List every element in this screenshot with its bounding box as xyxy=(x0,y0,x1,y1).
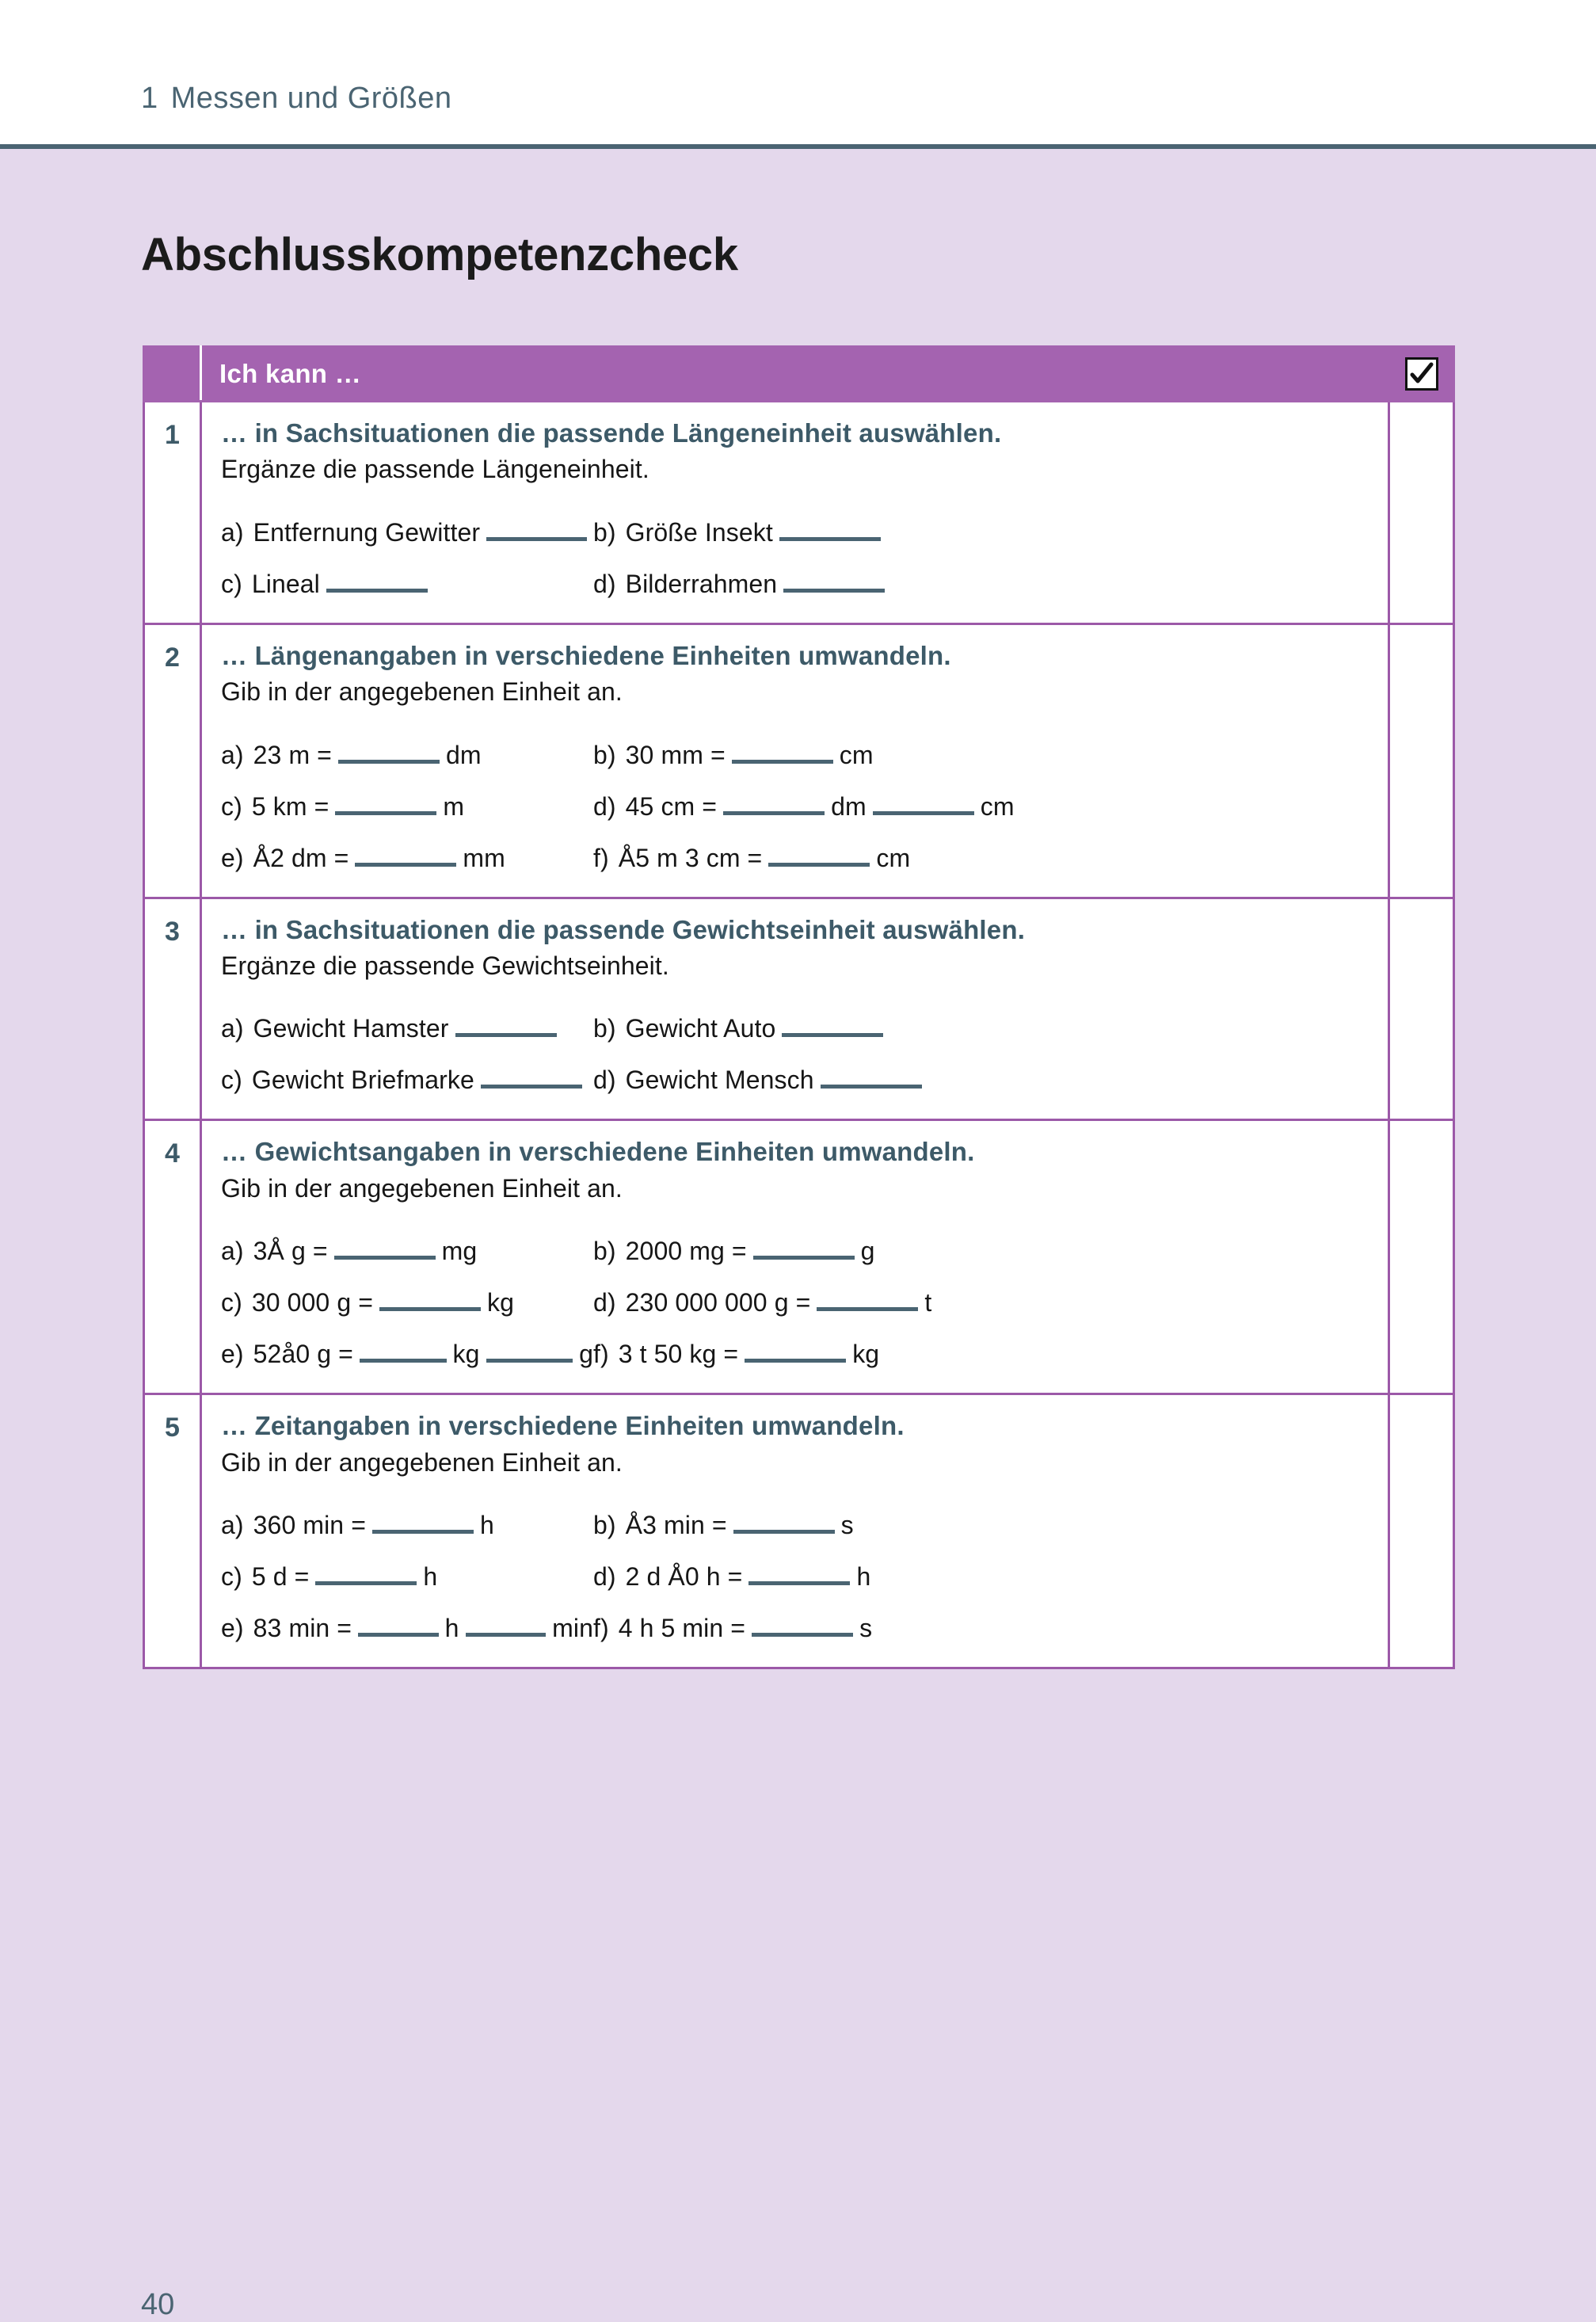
item-unit: dm xyxy=(445,740,482,769)
item-label: c) xyxy=(221,1562,242,1592)
answer-blank[interactable] xyxy=(379,1283,481,1311)
item-prompt: 83 min = xyxy=(253,1614,352,1643)
exercise-item xyxy=(221,1232,593,1266)
task-content xyxy=(201,402,1389,624)
exercise-item xyxy=(593,1009,889,1043)
exercise-item xyxy=(593,839,910,873)
item-prompt: Bilderrahmen xyxy=(625,569,778,598)
answer-blank[interactable] xyxy=(338,736,440,764)
item-label: b) xyxy=(593,1237,616,1266)
item-prompt: 30 mm = xyxy=(625,740,726,769)
task-checkbox-cell[interactable] xyxy=(1389,1394,1454,1668)
item-prompt: Lineal xyxy=(251,569,320,598)
item-row xyxy=(221,513,1369,547)
answer-blank[interactable] xyxy=(748,1558,850,1585)
exercise-item xyxy=(221,787,593,822)
task-items xyxy=(221,1232,1369,1369)
item-row xyxy=(221,787,1369,822)
answer-blank[interactable] xyxy=(821,1061,922,1089)
task-checkbox-cell[interactable] xyxy=(1389,898,1454,1120)
task-items xyxy=(221,736,1369,873)
item-prompt: Größe Insekt xyxy=(625,517,773,547)
answer-blank[interactable] xyxy=(783,565,885,593)
answer-blank[interactable] xyxy=(873,787,974,815)
item-prompt: 2 d Å0 h = xyxy=(625,1562,743,1592)
task-title: … Zeitangaben in verschiedene Einheiten umwandeln. xyxy=(221,1411,905,1441)
task-content xyxy=(201,1394,1389,1668)
item-label: d) xyxy=(593,1562,616,1592)
answer-blank[interactable] xyxy=(733,1506,835,1534)
item-label: c) xyxy=(221,791,242,821)
table-row xyxy=(144,402,1454,624)
item-row xyxy=(221,736,1369,770)
answer-blank[interactable] xyxy=(455,1009,557,1037)
table-body xyxy=(144,402,1454,1668)
exercise-item xyxy=(221,1061,593,1095)
page-header xyxy=(0,0,1596,149)
item-label: a) xyxy=(221,740,244,769)
item-prompt: 4 h 5 min = xyxy=(618,1614,746,1643)
exercise-item xyxy=(221,1506,593,1540)
item-unit: min xyxy=(552,1614,593,1643)
item-prompt: Å3 min = xyxy=(625,1511,727,1540)
answer-blank[interactable] xyxy=(360,1335,447,1363)
task-checkbox-cell[interactable] xyxy=(1389,623,1454,898)
item-unit: s xyxy=(840,1511,854,1540)
item-unit: kg xyxy=(852,1340,880,1369)
task-number: 5 xyxy=(144,1394,201,1668)
item-prompt: 360 min = xyxy=(253,1511,366,1540)
item-row xyxy=(221,1609,1369,1643)
item-label: f) xyxy=(593,843,609,872)
item-unit: t xyxy=(924,1288,932,1317)
item-prompt: Å5 m 3 cm = xyxy=(618,843,763,872)
exercise-item xyxy=(593,513,887,547)
item-unit: kg xyxy=(487,1288,514,1317)
answer-blank[interactable] xyxy=(372,1506,474,1534)
table-row xyxy=(144,1120,1454,1394)
task-content xyxy=(201,623,1389,898)
item-unit: h xyxy=(479,1511,494,1540)
answer-blank[interactable] xyxy=(358,1609,439,1637)
item-label: e) xyxy=(221,843,244,872)
answer-blank[interactable] xyxy=(779,513,881,541)
item-prompt: Gewicht Auto xyxy=(625,1014,776,1043)
item-label: c) xyxy=(221,569,242,598)
task-number: 4 xyxy=(144,1120,201,1394)
item-row xyxy=(221,1506,1369,1540)
item-label: b) xyxy=(593,740,616,769)
answer-blank[interactable] xyxy=(326,565,428,593)
item-label: a) xyxy=(221,1511,244,1540)
item-label: e) xyxy=(221,1614,244,1643)
item-row xyxy=(221,1558,1369,1592)
item-prompt: 2000 mg = xyxy=(625,1237,747,1266)
item-prompt: 45 cm = xyxy=(625,791,718,821)
item-row xyxy=(221,1232,1369,1266)
item-label: a) xyxy=(221,1014,244,1043)
item-unit: h xyxy=(444,1614,459,1643)
item-unit: cm xyxy=(839,740,874,769)
item-unit: s xyxy=(859,1614,873,1643)
item-unit: mm xyxy=(463,843,505,872)
item-unit: mg xyxy=(441,1237,478,1266)
competence-check-table xyxy=(143,345,1455,1669)
answer-blank[interactable] xyxy=(466,1609,547,1637)
item-prompt: Gewicht Briefmarke xyxy=(251,1066,474,1095)
item-prompt: 5 d = xyxy=(251,1562,310,1592)
task-title: … in Sachsituationen die passende Längeneinheit auswählen. xyxy=(221,418,1002,448)
item-label: e) xyxy=(221,1340,244,1369)
header-check-cell xyxy=(1389,347,1454,402)
task-checkbox-cell[interactable] xyxy=(1389,402,1454,624)
item-unit: dm xyxy=(831,791,867,821)
page-number: 40 xyxy=(141,2288,175,2321)
item-row xyxy=(221,1283,1369,1317)
item-prompt: Entfernung Gewitter xyxy=(253,517,481,547)
header-number-cell xyxy=(144,347,201,402)
exercise-item xyxy=(221,1558,593,1592)
exercise-item xyxy=(221,1283,593,1317)
task-checkbox-cell[interactable] xyxy=(1389,1120,1454,1394)
task-content xyxy=(201,898,1389,1120)
item-label: a) xyxy=(221,1237,244,1266)
item-label: c) xyxy=(221,1066,242,1095)
answer-blank[interactable] xyxy=(486,1335,573,1363)
exercise-item xyxy=(221,1609,593,1643)
task-title: … in Sachsituationen die passende Gewichtseinheit auswählen. xyxy=(221,914,1026,944)
item-prompt: Gewicht Mensch xyxy=(625,1066,814,1095)
task-instruction: Ergänze die passende Längeneinheit. xyxy=(221,455,649,484)
item-prompt: Å2 dm = xyxy=(253,843,349,872)
page-title: Abschlusskompetenzcheck xyxy=(141,229,738,280)
header-label-cell: Ich kann … xyxy=(201,347,1389,402)
item-row xyxy=(221,1009,1369,1043)
item-label: c) xyxy=(221,1288,242,1317)
item-unit: g xyxy=(860,1237,875,1266)
item-unit: g xyxy=(579,1340,593,1369)
task-title: … Gewichtsangaben in verschiedene Einheiten umwandeln. xyxy=(221,1137,975,1167)
exercise-item xyxy=(593,1061,928,1095)
answer-blank[interactable] xyxy=(752,1609,853,1637)
item-prompt: 5 km = xyxy=(251,791,329,821)
table-row xyxy=(144,1394,1454,1668)
answer-blank[interactable] xyxy=(817,1283,918,1311)
item-row xyxy=(221,839,1369,873)
item-row xyxy=(221,565,1369,599)
task-items xyxy=(221,1506,1369,1643)
item-unit: kg xyxy=(452,1340,480,1369)
item-label: b) xyxy=(593,1511,616,1540)
task-instruction: Ergänze die passende Gewichtseinheit. xyxy=(221,951,669,980)
answer-blank[interactable] xyxy=(334,1232,436,1260)
item-prompt: 52å0 g = xyxy=(253,1340,353,1369)
exercise-item xyxy=(593,1558,870,1592)
exercise-item xyxy=(221,736,593,770)
answer-blank[interactable] xyxy=(481,1061,582,1089)
item-prompt: 30 000 g = xyxy=(251,1288,373,1317)
answer-blank[interactable] xyxy=(355,839,456,867)
item-row xyxy=(221,1061,1369,1095)
exercise-item xyxy=(593,1283,931,1317)
exercise-item xyxy=(593,1506,854,1540)
item-label: d) xyxy=(593,1066,616,1095)
item-unit: cm xyxy=(876,843,911,872)
task-items xyxy=(221,1009,1369,1095)
item-unit: cm xyxy=(980,791,1015,821)
exercise-item xyxy=(593,1232,875,1266)
answer-blank[interactable] xyxy=(486,513,587,541)
exercise-item xyxy=(593,736,874,770)
item-label: b) xyxy=(593,1014,616,1043)
answer-blank[interactable] xyxy=(782,1009,883,1037)
exercise-item xyxy=(221,513,593,547)
checkmark-icon xyxy=(1405,357,1438,391)
answer-blank[interactable] xyxy=(768,839,870,867)
item-label: d) xyxy=(593,791,616,821)
table-row xyxy=(144,623,1454,898)
exercise-item xyxy=(593,1609,872,1643)
answer-blank[interactable] xyxy=(745,1335,846,1363)
answer-blank[interactable] xyxy=(753,1232,855,1260)
item-label: b) xyxy=(593,517,616,547)
chapter-title: Messen und Größen xyxy=(170,82,452,115)
task-number: 3 xyxy=(144,898,201,1120)
exercise-item xyxy=(221,1335,593,1369)
task-instruction: Gib in der angegebenen Einheit an. xyxy=(221,1447,623,1477)
item-prompt: 23 m = xyxy=(253,740,332,769)
table-header-row xyxy=(144,347,1454,402)
item-label: d) xyxy=(593,569,616,598)
task-number: 2 xyxy=(144,623,201,898)
answer-blank[interactable] xyxy=(335,787,436,815)
answer-blank[interactable] xyxy=(732,736,833,764)
item-label: d) xyxy=(593,1288,616,1317)
item-unit: h xyxy=(856,1562,871,1592)
item-unit: m xyxy=(443,791,465,821)
table-row xyxy=(144,898,1454,1120)
task-items xyxy=(221,513,1369,599)
exercise-item xyxy=(593,1335,879,1369)
item-label: f) xyxy=(593,1340,609,1369)
exercise-item xyxy=(221,839,593,873)
exercise-item xyxy=(593,565,891,599)
exercise-item xyxy=(221,565,593,599)
task-title: … Längenangaben in verschiedene Einheiten umwandeln. xyxy=(221,640,951,670)
item-prompt: 230 000 000 g = xyxy=(625,1288,811,1317)
item-label: a) xyxy=(221,517,244,547)
exercise-item xyxy=(593,787,1015,822)
item-row xyxy=(221,1335,1369,1369)
task-instruction: Gib in der angegebenen Einheit an. xyxy=(221,677,623,707)
item-prompt: Gewicht Hamster xyxy=(253,1014,449,1043)
item-label: f) xyxy=(593,1614,609,1643)
item-prompt: 3 t 50 kg = xyxy=(618,1340,739,1369)
task-instruction: Gib in der angegebenen Einheit an. xyxy=(221,1173,623,1203)
item-prompt: 3Å g = xyxy=(253,1237,328,1266)
answer-blank[interactable] xyxy=(723,787,825,815)
task-number: 1 xyxy=(144,402,201,624)
answer-blank[interactable] xyxy=(315,1558,417,1585)
running-head xyxy=(141,82,452,116)
task-content xyxy=(201,1120,1389,1394)
chapter-number: 1 xyxy=(141,82,158,115)
item-unit: h xyxy=(423,1562,438,1592)
exercise-item xyxy=(221,1009,593,1043)
